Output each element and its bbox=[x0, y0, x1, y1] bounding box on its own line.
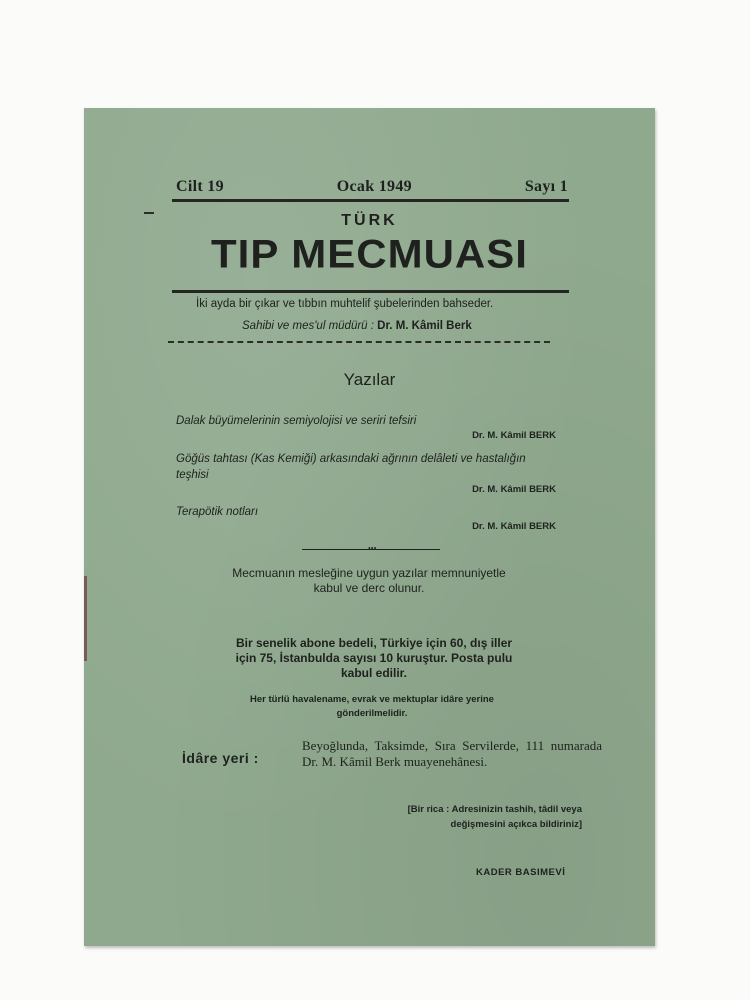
article-title: Terapötik notları bbox=[176, 506, 259, 518]
ornament-dots: ••• bbox=[368, 544, 377, 553]
magazine-title: TIP MECMUASI bbox=[211, 231, 528, 276]
issue-number: Sayı 1 bbox=[524, 178, 568, 195]
tagline: İki ayda bir çıkar ve tıbbın muhtelif şubelerinden bahseder. bbox=[196, 298, 494, 310]
article-title: Dalak büyümelerinin semiyolojisi ve seriri tefsiri bbox=[176, 415, 417, 427]
spine-mark bbox=[84, 576, 87, 661]
article-title: Göğüs tahtası (Kas Kemiği) arkasındaki ağrının delâleti ve hastalığın teşhisi bbox=[176, 453, 526, 481]
volume-label: Cilt 19 bbox=[176, 178, 224, 195]
subscription-notice: Bir senelik abone bedeli, Türkiye için 60, dış iller için 75, İstanbulda sayısı 10 kuruştur. Posta pulu kabul edilir. bbox=[235, 636, 513, 680]
printer-name: KADER BASIMEVİ bbox=[476, 867, 566, 878]
title-small: TÜRK bbox=[341, 212, 398, 229]
owner-line bbox=[242, 320, 472, 332]
article-item bbox=[176, 504, 556, 534]
issue-info-row bbox=[176, 178, 568, 196]
owner-role: Sahibi ve mes'ul müdürü : bbox=[242, 320, 374, 332]
submissions-notice: Mecmuanın mesleğine uygun yazılar memnuniyetle kabul ve derc olunur. bbox=[232, 566, 506, 595]
magazine-cover bbox=[84, 108, 655, 946]
office-address: Beyoğlunda, Taksimde, Sıra Servilerde, 111 numarada Dr. M. Kâmil Berk muayenehânesi. bbox=[302, 738, 602, 769]
dashed-rule bbox=[168, 341, 550, 343]
article-author: Dr. M. Kâmil BERK bbox=[472, 484, 556, 495]
title-rule bbox=[172, 290, 569, 293]
article-item bbox=[176, 413, 556, 443]
mail-notice: Her türlü havalename, evrak ve mektuplar idâre yerine gönderilmelidir. bbox=[250, 694, 494, 719]
article-author: Dr. M. Kâmil BERK bbox=[472, 430, 556, 441]
issue-date: Ocak 1949 bbox=[336, 178, 412, 195]
article-author: Dr. M. Kâmil BERK bbox=[472, 521, 556, 532]
contents-heading: Yazılar bbox=[343, 370, 396, 389]
request-note: [Bir rica : Adresinizin tashih, tâdil veya değişmesini açıkca bildiriniz] bbox=[407, 804, 582, 830]
owner-name: Dr. M. Kâmil Berk bbox=[377, 320, 472, 332]
top-rule bbox=[172, 199, 569, 202]
office-label: İdâre yeri : bbox=[182, 750, 259, 766]
article-item bbox=[176, 451, 556, 497]
